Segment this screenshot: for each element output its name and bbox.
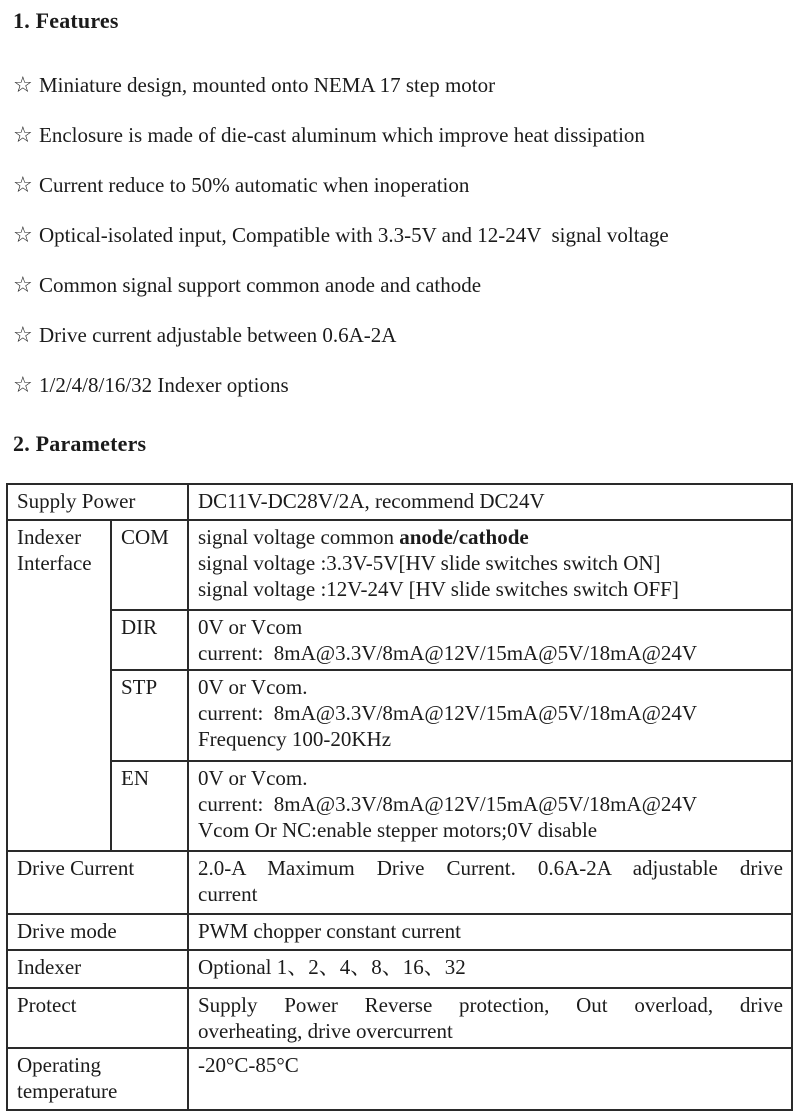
row-protect xyxy=(7,988,792,1048)
feature-item xyxy=(13,72,800,122)
row-value xyxy=(188,520,792,610)
row-value xyxy=(188,761,792,851)
row-value xyxy=(188,988,792,1048)
star-bullet-icon: ☆ xyxy=(13,223,33,248)
value-line: Supply Power Reverse protection, Out overload, drive xyxy=(198,993,783,1017)
value-line-bold-text: anode/cathode xyxy=(399,525,529,549)
value-line: 0V or Vcom. xyxy=(198,766,308,790)
value-line-text: signal voltage common xyxy=(198,525,400,549)
row-drive-current xyxy=(7,851,792,914)
value-line: current: 8mA@3.3V/8mA@12V/15mA@5V/18mA@24V xyxy=(198,701,698,725)
signal-code: COM xyxy=(111,520,188,610)
row-value: PWM chopper constant current xyxy=(188,914,792,950)
row-indexer-interface-en xyxy=(7,761,792,851)
feature-text: Miniature design, mounted onto NEMA 17 step motor xyxy=(39,73,496,97)
row-value xyxy=(188,610,792,670)
value-line: current: 8mA@3.3V/8mA@12V/15mA@5V/18mA@24V xyxy=(198,641,698,665)
row-indexer xyxy=(7,950,792,988)
feature-text: Current reduce to 50% automatic when inoperation xyxy=(39,173,470,197)
feature-item xyxy=(13,222,800,272)
row-supply-power xyxy=(7,484,792,520)
row-label: Drive Current xyxy=(7,851,188,914)
feature-item xyxy=(13,172,800,222)
features-heading: 1. Features xyxy=(13,8,119,33)
value-line: overheating, drive overcurrent xyxy=(198,1019,453,1043)
value-line: current xyxy=(198,882,258,906)
feature-text: Optical-isolated input, Compatible with 3.3-5V and 12-24V signal voltage xyxy=(39,223,669,247)
star-bullet-icon: ☆ xyxy=(13,173,33,198)
row-label: Operating temperature xyxy=(7,1048,188,1110)
feature-text: Enclosure is made of die-cast aluminum which improve heat dissipation xyxy=(39,123,645,147)
feature-text: 1/2/4/8/16/32 Indexer options xyxy=(39,373,289,397)
row-indexer-interface-stp xyxy=(7,670,792,761)
features-list xyxy=(13,72,800,422)
feature-item xyxy=(13,272,800,322)
row-indexer-interface-com xyxy=(7,520,792,610)
row-value: Optional 1、2、4、8、16、32 xyxy=(188,950,792,988)
feature-item xyxy=(13,372,800,422)
value-line: signal voltage :12V-24V [HV slide switches switch OFF] xyxy=(198,577,679,601)
value-line: 0V or Vcom xyxy=(198,615,303,639)
signal-code: STP xyxy=(111,670,188,761)
row-label: Supply Power xyxy=(7,484,188,520)
row-value xyxy=(188,851,792,914)
row-value: DC11V-DC28V/2A, recommend DC24V xyxy=(188,484,792,520)
star-bullet-icon: ☆ xyxy=(13,373,33,398)
feature-item xyxy=(13,122,800,172)
star-bullet-icon: ☆ xyxy=(13,123,33,148)
feature-text: Drive current adjustable between 0.6A-2A xyxy=(39,323,397,347)
parameters-table xyxy=(6,483,793,1111)
value-line: current: 8mA@3.3V/8mA@12V/15mA@5V/18mA@24V xyxy=(198,792,698,816)
value-line: 0V or Vcom. xyxy=(198,675,308,699)
value-line: 2.0-A Maximum Drive Current. 0.6A-2A adjustable drive xyxy=(198,856,783,880)
value-line: Vcom Or NC:enable stepper motors;0V disable xyxy=(198,818,598,842)
value-line: Frequency 100-20KHz xyxy=(198,727,392,751)
feature-item xyxy=(13,322,800,372)
signal-code: EN xyxy=(111,761,188,851)
row-label: Drive mode xyxy=(7,914,188,950)
row-value: -20°C-85°C xyxy=(188,1048,792,1110)
row-value xyxy=(188,670,792,761)
star-bullet-icon: ☆ xyxy=(13,73,33,98)
value-line: signal voltage :3.3V-5V[HV slide switches switch ON] xyxy=(198,551,661,575)
row-label: Indexer xyxy=(7,950,188,988)
parameters-heading: 2. Parameters xyxy=(13,431,147,456)
star-bullet-icon: ☆ xyxy=(13,273,33,298)
feature-text: Common signal support common anode and cathode xyxy=(39,273,482,297)
row-label: Protect xyxy=(7,988,188,1048)
row-operating-temperature xyxy=(7,1048,792,1110)
row-drive-mode xyxy=(7,914,792,950)
value-line xyxy=(198,524,783,550)
row-indexer-interface-dir xyxy=(7,610,792,670)
signal-code: DIR xyxy=(111,610,188,670)
row-label: Indexer Interface xyxy=(7,520,111,851)
star-bullet-icon: ☆ xyxy=(13,323,33,348)
